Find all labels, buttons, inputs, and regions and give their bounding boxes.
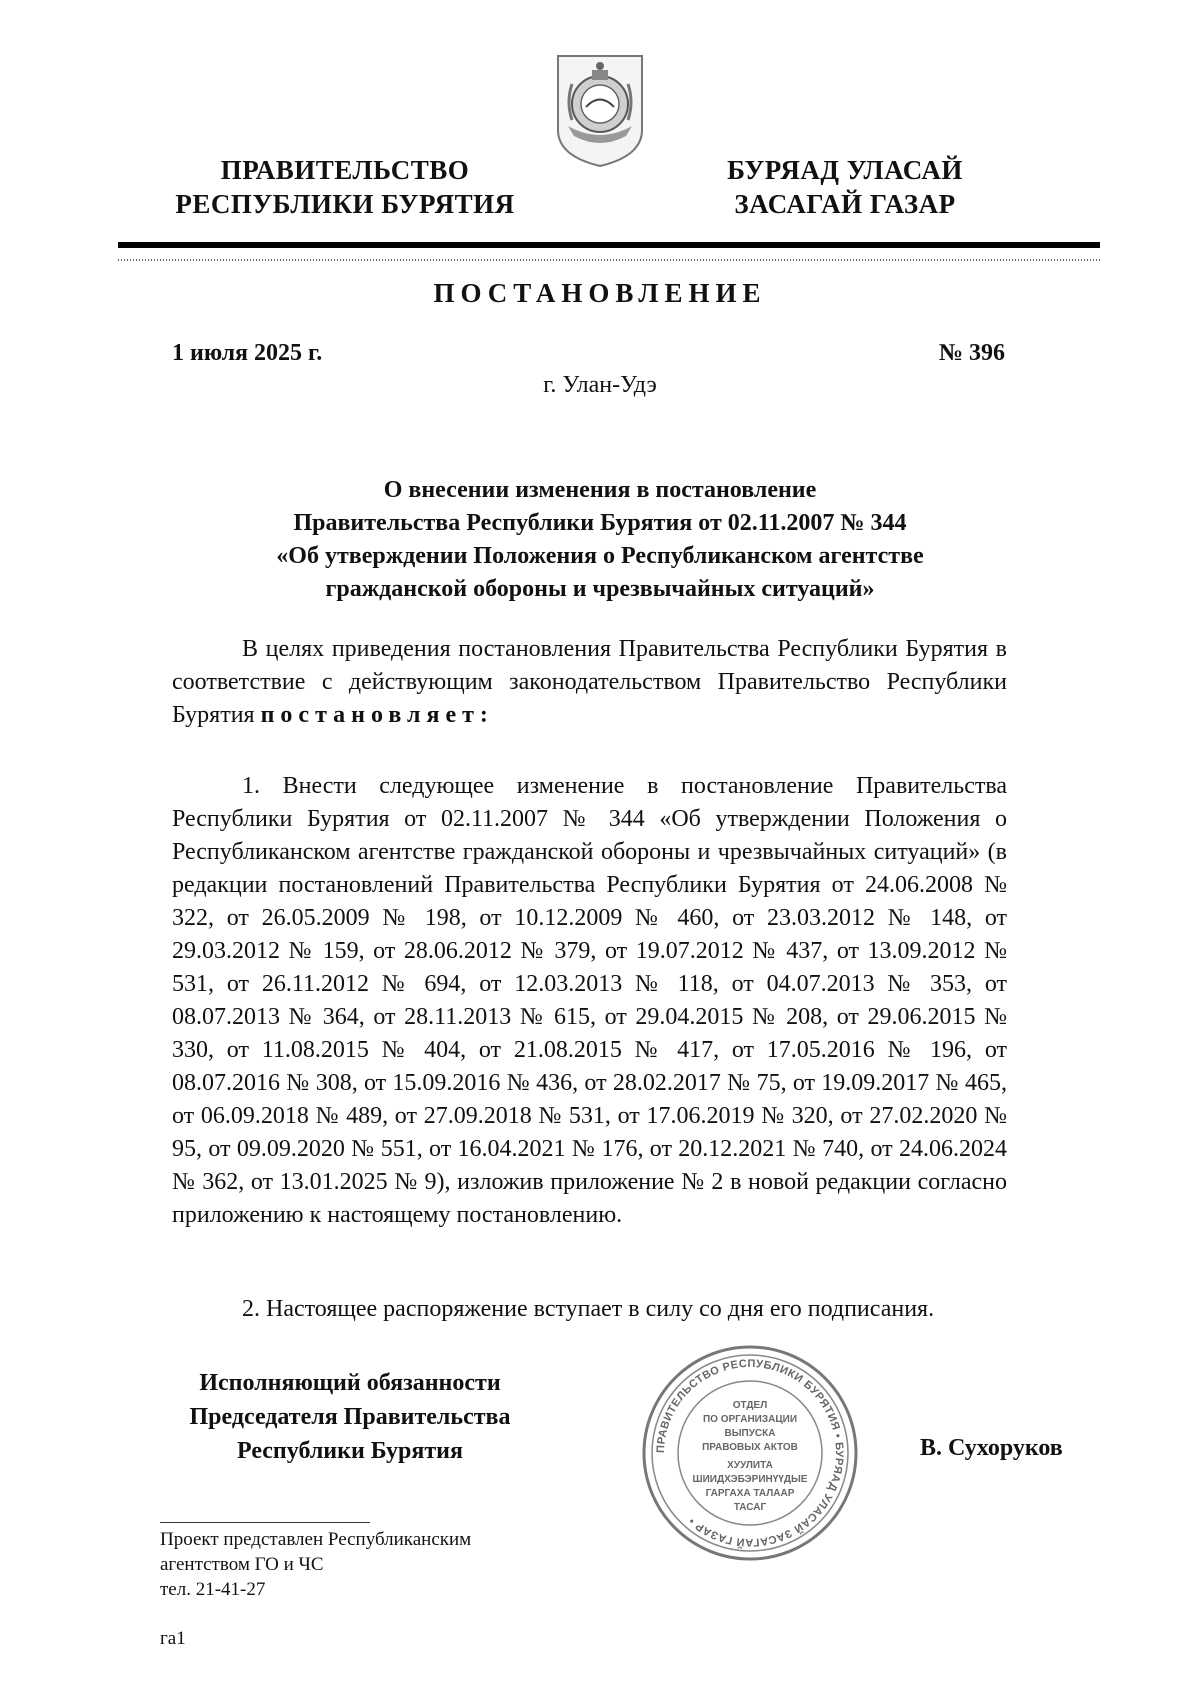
item-1-paragraph: 1. Внести следующее изменение в постановление Правительства Республики Бурятия от 02.11.2007 № 344 «Об утверждении Положения о Республиканском агентстве гражданской обороны и чрезвычайных ситуаций» (в редакции постановлений Правительства Республики Бурятия от 24.06.2008 № 322, от 26.05.2009 № 198, от 10.12.2009 № 460, от 23.03.2012 № 148, от 29.03.2012 № 159, от 28.06.2012 № 379, от 19.07.2012 № 437, от 13.09.2012 № 531, от 26.11.2012 № 694, от 12.03.2013 № 118, от 04.07.2013 № 353, от 08.07.2013 № 364, от 28.11.2013 № 615, от 29.04.2015 № 208, от 29.06.2015 № 330, от 11.08.2015 № 404, от 21.08.2015 № 417, от 17.05.2016 № 196, от 08.07.2016 № 308, от 15.09.2016 № 436, от 28.02.2017 № 75, от 19.09.2017 № 465, от 06.09.2018 № 489, от 27.09.2018 № 531, от 17.06.2019 № 320, от 27.02.2020 № 95, от 09.09.2020 № 551, от 16.04.2021 № 176, от 20.12.2021 № 740, от 24.06.2024 № 362, от 13.01.2025 № 9), изложив приложение № 2 в новой редакции согласно приложению к настоящему постановлению. [172, 773, 1007, 1228]
stamp-text-8: ТАСАГ [733, 1502, 767, 1513]
project-note-line1: Проект представлен Республиканским [160, 1529, 472, 1550]
document-number: № 396 [938, 340, 1005, 366]
project-note [160, 1527, 580, 1602]
government-name-russian [150, 153, 540, 221]
decree-word: постановляет: [260, 702, 494, 728]
header-right-line1: БУРЯАД УЛАСАЙ [727, 155, 963, 185]
stamp-text-1: ОТДЕЛ [732, 1400, 768, 1411]
preamble-text: В целях приведения постановления Правительства Республики Бурятия в соответствие с действующим законодательством Правительство Республики Бурятия [172, 636, 1007, 728]
item-2-paragraph: 2. Настоящее распоряжение вступает в силу со дня его подписания. [242, 1296, 935, 1322]
title-line2: Правительства Республики Бурятия от 02.11.2007 № 344 [293, 510, 907, 536]
footer-divider [160, 1522, 370, 1523]
svg-text:ПРАВИТЕЛЬСТВО РЕСПУБЛИКИ БУРЯТ [655, 1358, 845, 1549]
official-stamp [640, 1342, 860, 1564]
stamp-text-2: ПО ОРГАНИЗАЦИИ [702, 1414, 798, 1425]
title-line4: гражданской обороны и чрезвычайных ситуаций» [325, 576, 875, 602]
signatory-line1: Исполняющий обязанности [199, 1370, 501, 1396]
stamp-text-4: ПРАВОВЫХ АКТОВ [702, 1442, 798, 1453]
stamp-text-5: ХУУЛИТА [727, 1460, 773, 1471]
stamp-text-7: ГАРГАХА ТАЛААР [705, 1488, 795, 1499]
project-note-line3: тел. 21-41-27 [160, 1579, 266, 1600]
header-divider-thick [118, 242, 1100, 248]
header-divider-dotted [118, 259, 1100, 261]
document-code: га1 [160, 1628, 186, 1649]
header-left-line1: ПРАВИТЕЛЬСТВО [220, 155, 470, 185]
signatory-name: В. Сухоруков [920, 1435, 1063, 1461]
document-city: г. Улан-Удэ [543, 372, 657, 398]
government-name-buryat [680, 153, 1010, 221]
project-note-line2: агентством ГО и ЧС [160, 1554, 324, 1575]
stamp-text-6: ШИИДХЭБЭРИНҮҮДЫЕ [692, 1474, 808, 1485]
stamp-ring-text: ПРАВИТЕЛЬСТВО РЕСПУБЛИКИ БУРЯТИЯ • БУРЯАД УЛАСАЙ ЗАСАГАЙ ГАЗАР • [654, 1357, 846, 1549]
signatory-line3: Республики Бурятия [236, 1438, 463, 1464]
preamble-paragraph [172, 633, 1007, 732]
stamp-text-3: ВЫПУСКА [724, 1428, 776, 1439]
title-line3: «Об утверждении Положения о Республиканском агентстве [276, 543, 924, 569]
signatory-line2: Председателя Правительства [189, 1404, 511, 1430]
document-date: 1 июля 2025 г. [172, 340, 323, 366]
coat-of-arms-emblem [554, 52, 646, 168]
document-type: ПОСТАНОВЛЕНИЕ [433, 278, 767, 308]
document-title [150, 474, 1050, 606]
header-right-line2: ЗАСАГАЙ ГАЗАР [734, 189, 956, 219]
header-left-line2: РЕСПУБЛИКИ БУРЯТИЯ [175, 189, 515, 219]
signatory-position [150, 1366, 550, 1468]
title-line1: О внесении изменения в постановление [383, 477, 817, 503]
